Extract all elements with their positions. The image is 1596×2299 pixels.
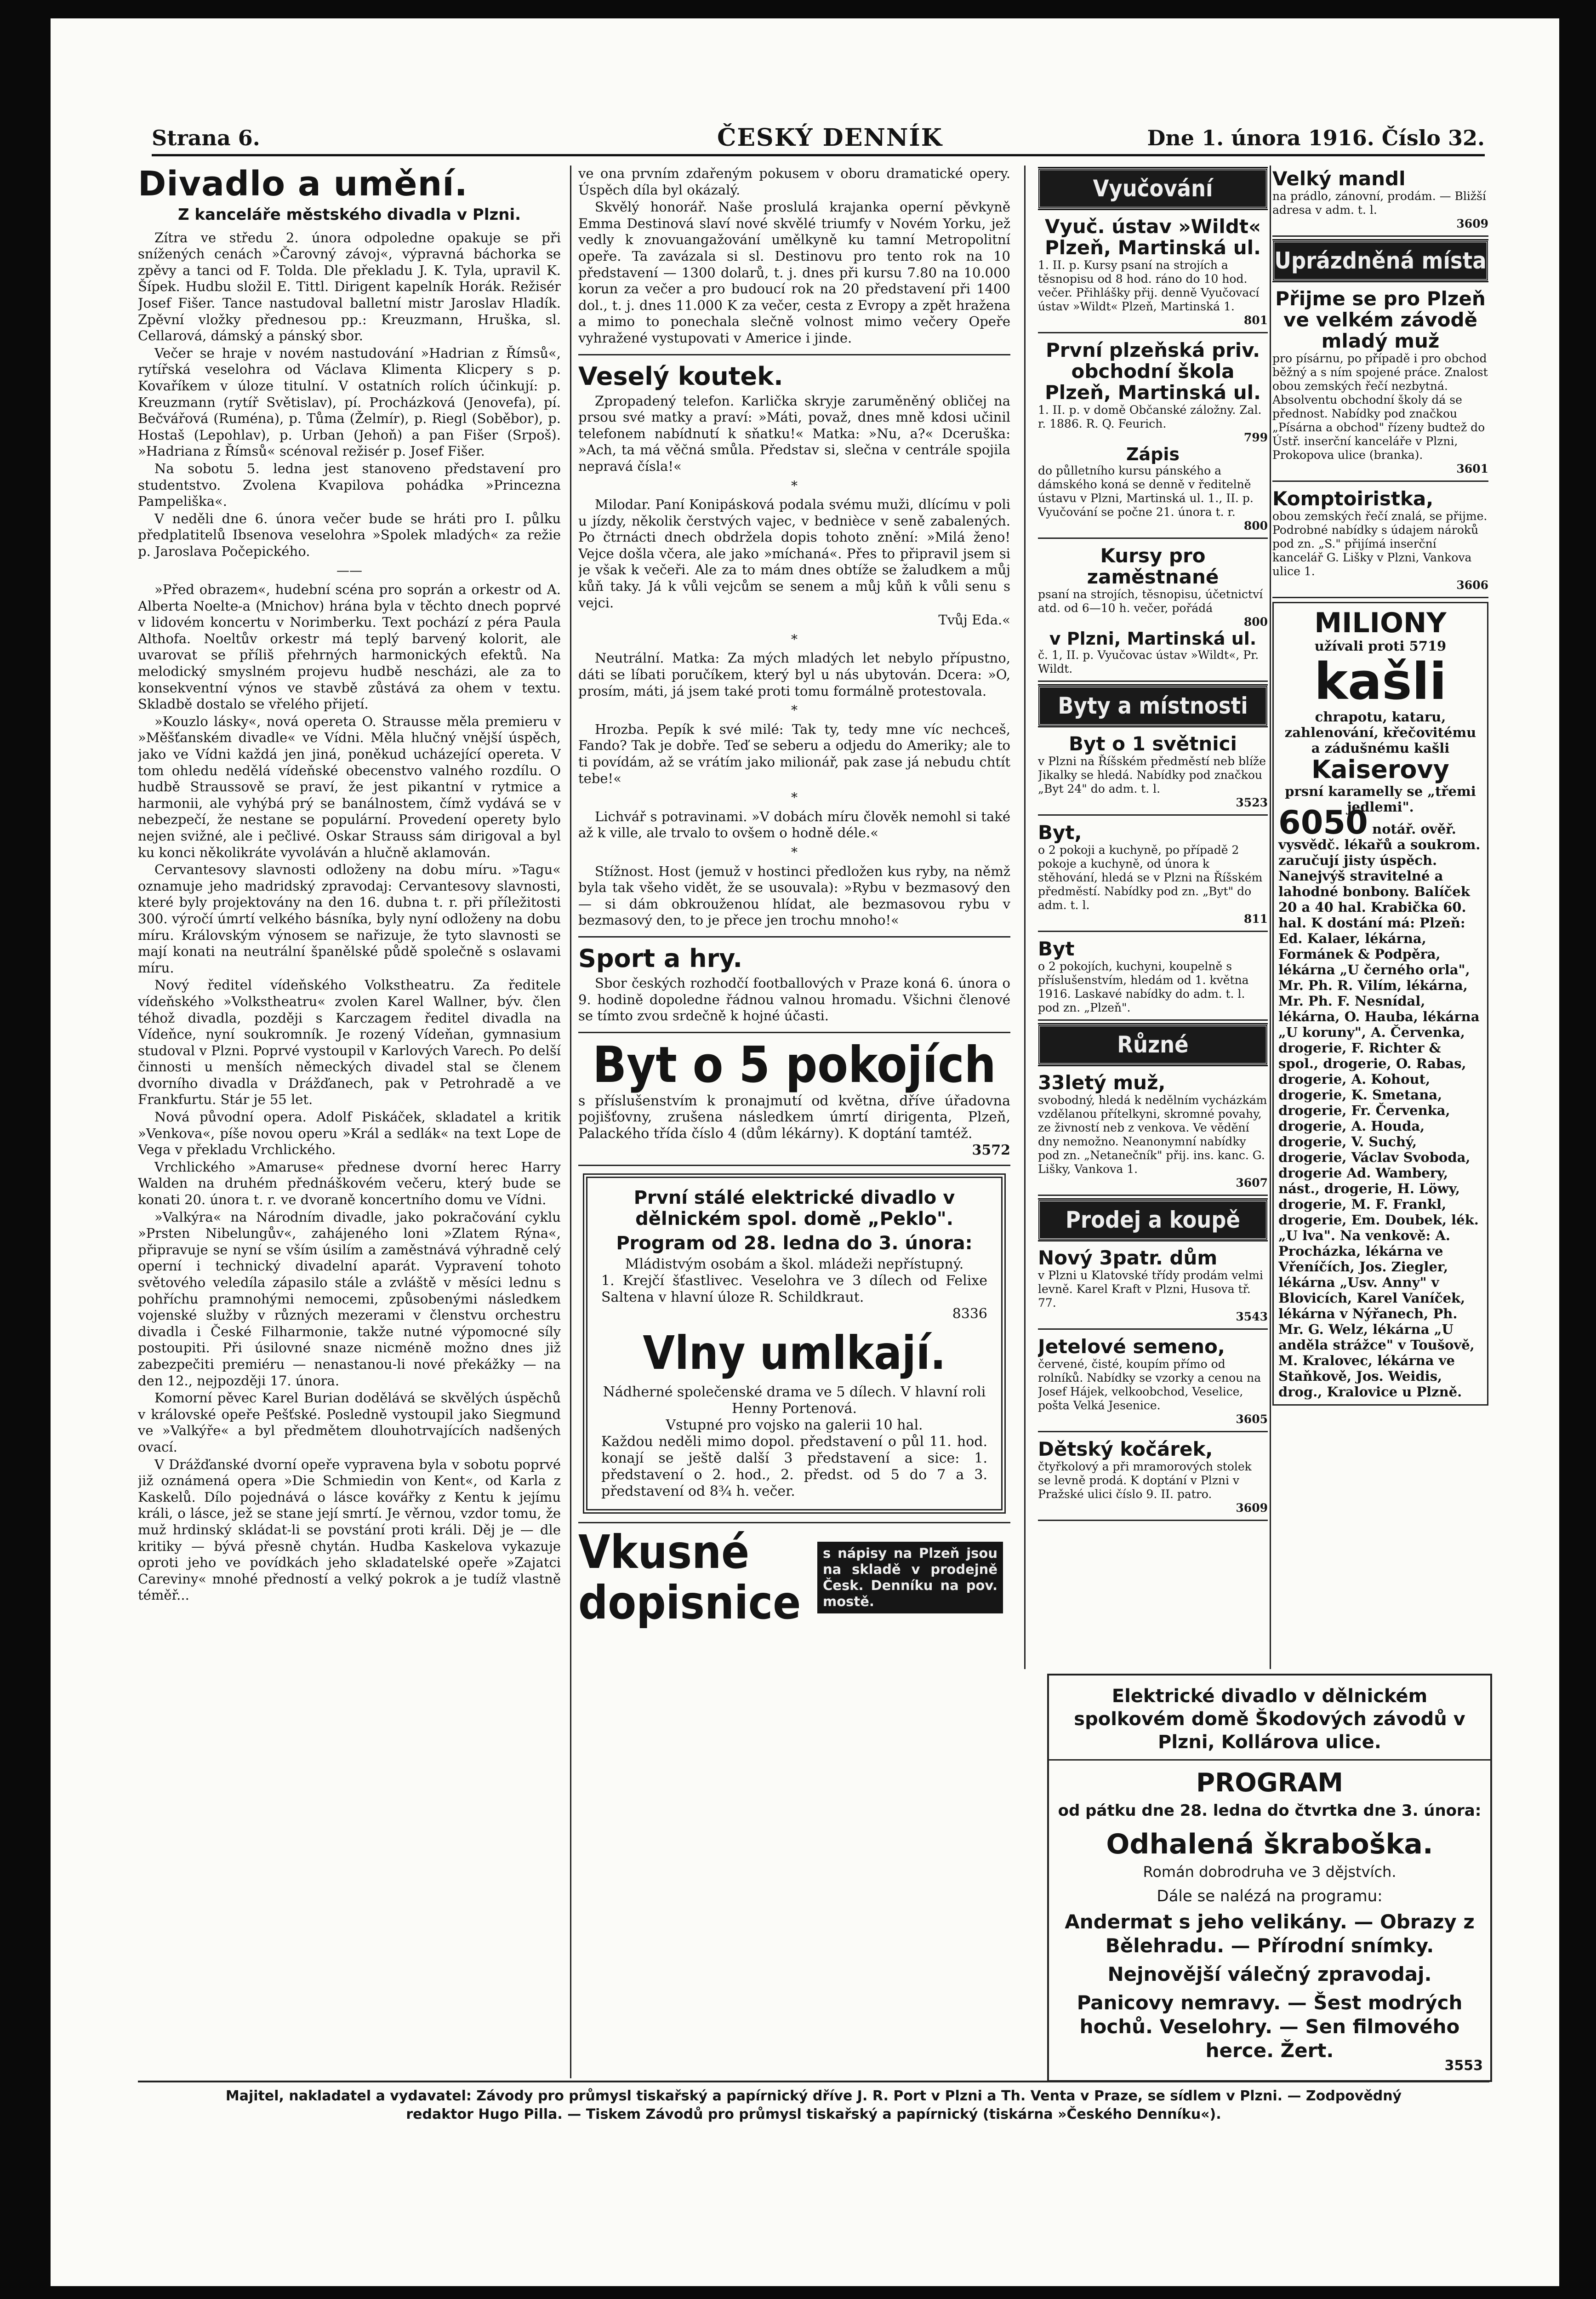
- promo-feature-desc: Román dobrodruha ve 3 dějstvích.: [1143, 1863, 1396, 1881]
- ad-number: 3609: [1456, 217, 1488, 230]
- ad-number: 3607: [1236, 1176, 1268, 1190]
- ad-keyword: kašli: [1314, 652, 1447, 711]
- joke-paragraph: Zpropadený telefon. Karlička skryje zaruměněný obličej na prsou své matky a praví: »Máti, považ, dnes mně kdosi učinil telefonem nabídnutí k sňatku!« Matka: »Nu, a?« Dceruška: »Ach, ta má věčná smůla. Představ si, slečna v centrále spojila nepravá čísla!«: [578, 393, 1010, 474]
- joke-signature: Tvůj Eda.«: [938, 612, 1010, 628]
- article-paragraph: Zítra ve středu 2. února odpoledne opakuje se při snížených cenách »Čarovný závoj«, výpravná báchorka se zpěvy a tanci od F. Tolda. Dle překladu J. K. Tyla, upravil K. Šípek. Hudbu složil E. Tittl. Dirigent kapelník Horák. Režisér Josef Fišer. Tance nastudoval balletní mistr Jaroslav Hladík. Zpěvní vložky přednesou pp.: Kreuzmann, Hruška, sl. Cellarová, dámský a pánský sbor.: [138, 229, 561, 344]
- cinema-schedule: Každou neděli mimo dopol. představení o půl 11. hod. konají se ještě další 3 představení a sice: 1. představení o 2. hod., 2. předst. od 5 do 7 a 3. představení od 8¾ h. večer.: [601, 1434, 987, 1500]
- ad-number: 811: [1243, 912, 1268, 926]
- divider: [578, 936, 1010, 938]
- ad-text: čtyřkolový a při mramorových stolek se levně prodá. K doptání v Plzni v Pražské ulici číslo 9. II. patro.: [1038, 1460, 1252, 1501]
- ad-title: Byt o 5 pokojích: [593, 1036, 996, 1094]
- ad-text: 1. II. p. Kursy psaní na strojích a těsnopisu od 8 hod. ráno do 10 hod. večer. Přihlášky přij. denně Vyučovací ústav »Wildt« Plzeň, Martinská 1.: [1038, 258, 1260, 313]
- ad-text: chrapotu, kataru, zahlenování, křečovitému a zádušnému kašli: [1284, 709, 1476, 756]
- article-paragraph: »Kouzlo lásky«, nová opereta O. Strausse měla premieru v »Měšťanském divadle« ve Vídni. Měla hlučný vnější úspěch, jako ve Vídni každá jen jiná, poněkud ucházející opereta. V tom ohledu nedělá vídeňské obecenstvo valného rozdílu. O hudbě Straussově se praví, že jest pikantní v rytmice a harmonii, ale vyhýbá prý se banálnostem, čímž vydává se v nebezpečí, že nestane se populární. Provedení operety bylo nejen svižné, ale i pečlivé. Oskar Strauss sám dirigoval a byl ku konci několikráte vyvoláván a hlučně aklamován.: [138, 713, 561, 860]
- article-paragraph: Vrchlického »Amaruse« přednese dvorní herec Harry Walden na druhém přednáškovém večeru, který bude se konati 20. února t. r. ve dvoraně koncertního domu ve Vídni.: [138, 1159, 561, 1208]
- postcards-text: s nápisy na Plzeň jsou na skladě v prodejně Česk. Denníku na pov. mostě.: [817, 1542, 1003, 1613]
- ad-number: 3605: [1236, 1413, 1268, 1426]
- ad-title: První plzeňská priv. obchodní škola Plzeň, Martinská ul.: [1045, 339, 1261, 404]
- postcards-ad: [578, 1522, 1010, 1628]
- imprint-line: Majitel, nakladatel a vydavatel: Závody pro průmysl tiskařský a papírnický dříve J. R. Port v Plzni a Th. Venta v Praze, se sídlem v Plzni. — Zodpovědný: [225, 2088, 1402, 2104]
- ad-title: Komptoiristka,: [1272, 487, 1434, 510]
- classified-ad: [1272, 286, 1488, 482]
- star-divider: *: [791, 631, 798, 647]
- ad-number: 8336: [952, 1306, 987, 1322]
- article-paragraph: V neděli dne 6. února večer bude se hráti pro I. půlku předplatitelů Ibsenova veselohra »Spolek mladých« za režie p. Jaroslava Počepického.: [138, 510, 561, 559]
- classified-ad: [1038, 213, 1268, 333]
- ad-title: Byt o 1 světnici: [1069, 732, 1237, 755]
- section-heading: Sport a hry.: [578, 944, 742, 973]
- ad-number: 3553: [1444, 2058, 1483, 2074]
- article-paragraph: Sbor českých rozhodčí footballových v Praze koná 6. února o 9. hodině dopoledne řádnou valnou hromadu. Všichni členové se tímto zvou srdečně k hojné účasti.: [578, 975, 1010, 1024]
- ad-title: Nový 3patr. dům: [1038, 1247, 1218, 1269]
- column-theatre: [138, 166, 561, 2078]
- promo-title: Elektrické divadlo v dělnickém spolkovém domě Škodových závodů v Plzni, Kollárova ulice.: [1049, 1676, 1490, 1761]
- article-paragraph: »Před obrazem«, hudební scéna pro soprán a orkestr od A. Alberta Noelte-a (Mnichov) hrána byla v těchto dnech poprvé v lidovém koncertu v Norimberku. Text pochází z péra Paula Althofa. Noeltův orkestr má teplý barvený kolorit, ale uvarovat se příliš přehrných harmonických efektů. Na melodický smyslném projevu hudbě nescházi, ale za to konsekventní výnos ve stavbě zůstává za ohem v textu. Skladbě dostalo se vřelého přijetí.: [138, 582, 561, 712]
- classified-ad: [1038, 543, 1268, 682]
- classified-ad: [1272, 486, 1488, 598]
- ad-title: Velký mandl: [1272, 167, 1406, 190]
- joke-paragraph: Stížnost. Host (jemuž v hostinci předložen kus ryby, na němž byla tak všeho vidět, že se usouvala): »Rybu v bezmasový den — si dám obkrouženou hlídat, ale bezmasovou rybu v bezmasový den, to je přece jen trochu mnoho!«: [578, 863, 1010, 928]
- promo-item: Andermat s jeho velikány. — Obrazy z Bělehradu. — Přírodní snímky.: [1065, 1910, 1475, 1957]
- ad-number: 799: [1243, 431, 1268, 444]
- ad-text: v Plzni na Říšském předměstí neb blíže Jikalky se hledá. Nabídky pod značkou „Byt 24" do adm. t. l.: [1038, 755, 1266, 795]
- apartment-ad: [578, 1032, 1010, 1166]
- ad-text: notář. ověř. vysvědč. lékařů a soukrom. zaručují jisty úspěch. Nanejvýš stravitelné a lahodné bonbony. Balíček 20 a 40 hal. Krabička 60. hal. K dostání má: Plzeň: Ed. Kalaer, lékárna, Formánek & Podpěra, lékárna „U černého orla", Mr. Ph. R. Vilím, lékárna, Mr. Ph. F. Nesnídal, lékárna, O. Hauba, lékárna „U koruny", A. Červenka, drogerie, F. Richter & spol., drogerie, O. Rabas, drogerie, A. Kohout, drogerie, K. Smetana, drogerie, Fr. Červenka, drogerie, A. Houda, drogerie, V. Suchý, drogerie, Václav Svoboda, drogerie Ad. Wambery, nást., drogerie, H. Löwy, drogerie, M. F. Frankl, drogerie, Em. Doubek, lék. „U lva". Na venkově: A. Procházka, lékárna ve Vřeníčích, Jos. Ziegler, lékárna „Usv. Anny" v Blovicích, Karel Vaníček, lékárna v Nýřanech, Ph. Mr. G. Welz, lékárna „U anděla strážce" v Toušově, M. Kralovec, lékárna ve Staňkově, Jos. Weidis, drog., Kralovice u Plzně.: [1278, 821, 1481, 1400]
- ad-title: Byt: [1038, 938, 1075, 960]
- article-paragraph: Nová původní opera. Adolf Piskáček, skladatel a kritik »Venkova«, píše novou operu »Král a sedlák« na text Lope de Vega v překladu Vrchlického.: [138, 1109, 561, 1158]
- promo-item: Nejnovější válečný zpravodaj.: [1107, 1963, 1432, 1985]
- article-paragraph: Večer se hraje v novém nastudování »Hadrian z Římsů«, rytířská veselohra od Václava Klimenta Klicpery s p. Kovaříkem v úloze titulní. V ostatních rolích účinkují: p. Kreuzmann (rytíř Světislav), pí. Procházková (Jenovefa), pí. Bečvářová (Ruména), p. Tůma (Želmír), p. Riegl (Soběbor), p. Hostaš (Lepohlav), p. Urban (Jehoň) a pan Fišer (Srpoš). »Hadriana z Římsů« scénoval režisér p. Josef Fišer.: [138, 345, 561, 459]
- ad-text: o 2 pokojích, kuchyni, koupelně s příslušenstvím, hledám od 1. května 1916. Laskavé nabídky do adm. t. l. pod zn. „Plzeň".: [1038, 960, 1249, 1014]
- section-subheading: Z kanceláře městského divadla v Plzni.: [177, 206, 521, 224]
- imprint-footer: [138, 2081, 1489, 2124]
- cinema-film-1: 1. Krejčí šťastlivec. Veselohra ve 3 dílech od Felixe Saltena v hlavní úloze R. Schildkraut.: [601, 1273, 987, 1306]
- cinema-feature: Vlny umlkají.: [643, 1326, 946, 1380]
- ad-number: 801: [1243, 314, 1268, 327]
- ad-text: obou zemských řečí znalá, se přijme. Podrobné nabídky s údajem nároků pod zn. „S." přijímá inserční kancelář G. Lišky v Plzni, Vankova ulice 1.: [1272, 509, 1488, 578]
- classified-ad: [1038, 1245, 1268, 1330]
- page-number: Strana 6.: [152, 126, 260, 150]
- classified-ad: [1038, 1436, 1268, 1521]
- classified-ad: [1038, 1333, 1268, 1432]
- cinema-program: Program od 28. ledna do 3. února:: [616, 1233, 973, 1254]
- scan-border-left: [0, 0, 51, 2299]
- ad-number: 3606: [1456, 578, 1488, 592]
- ad-count: 6050: [1278, 804, 1368, 841]
- section-heading: Divadlo a umění.: [138, 166, 468, 204]
- promo-program: PROGRAM: [1196, 1768, 1343, 1798]
- ad-text: psaní na strojích, těsnopisu, účetnictví atd. od 6—10 h. večer, pořádá: [1038, 588, 1263, 615]
- ad-number: 3543: [1236, 1310, 1268, 1323]
- ad-text: 1. II. p. v domě Občanské záložny. Zal. r. 1886. R. Q. Feurich.: [1038, 403, 1262, 430]
- cough-drops-ad: [1272, 602, 1488, 1406]
- ad-text: na prádlo, zánovní, prodám. — Bližší adresa v adm. t. l.: [1272, 189, 1486, 217]
- ad-text: do půlletního kursu pánského a dámského koná se denně v ředitelně ústavu v Plzni, Martinská ul. 1., II. p. Vyučování se počne 21. února t. r.: [1038, 464, 1254, 519]
- scan-border-bottom: [0, 2286, 1596, 2299]
- section-banner: Prodej a koupě: [1038, 1200, 1268, 1240]
- joke-paragraph: Milodar. Paní Konipásková podala svému muži, dlícímu v poli u jízdy, několik čerstvých vajec, v bednièce v seně zabalených. Po čtrnácti dnech obdržela dopis tohoto znění: »Milá ženo! Vejce došla včera, ale jako »míchaná«. Přes to připravil jsem si je však k večeři. Ale za to mám dnes obtíže se žaludkem a můj kůň taky. Já k vůli vejcům se senem a můj kůň k vůli senu s vejci.: [578, 497, 1010, 611]
- article-paragraph: »Valkýra« na Národním divadle, jako pokračování cyklu »Prsten Nibelungův«, zahájeného loni »Zlatem Rýna«, připravuje se nyní se vším úsilím a zaměstnává výhradně celý operní i technický divadelní aparát. Vypravení tohoto světového veledíla zápasilo stále a zvláště v měsíci lednu s pohříchu pramnohými nemocemi, způsobenými následkem vojenské služby v různých mezerami v členstvu orchestru divadla i České Filharmonie, takže nutné výpomocné síly postoupiti. Při úsilovné snaze nicméně možno dnes již zabezpečiti premiéru — nenastanou-li nové překážky — na den 12., nejpozději 17. února.: [138, 1209, 561, 1389]
- ad-title: Vyuč. ústav »Wildt« Plzeň, Martinská ul.: [1044, 215, 1261, 259]
- joke-paragraph: Hrozba. Pepík k své milé: Tak ty, tedy mne víc nechceš, Fando? Tak je dobře. Teď se seberu a odjedu do Ameriky; ale to ti povídám, až se vrátím jako milionář, pak zase já nebudu chtít tebe!«: [578, 721, 1010, 786]
- postcards-title: Vkusné dopisnice: [578, 1525, 801, 1630]
- ad-title: v Plzni, Martinská ul.: [1049, 629, 1257, 649]
- ad-number: 800: [1243, 519, 1268, 532]
- divider: [578, 354, 1010, 355]
- column-rule: [1270, 166, 1271, 1669]
- ad-title: Dětský kočárek,: [1038, 1438, 1213, 1460]
- ad-title: Zápis: [1126, 444, 1180, 464]
- article-paragraph: Na sobotu 5. ledna jest stanoveno představení pro studentstvo. Zvolena Kvapilova pohádka »Princezna Pampeliška«.: [138, 460, 561, 509]
- classified-ad: [1038, 731, 1268, 816]
- classified-ad: [1038, 1069, 1268, 1196]
- ad-text: v Plzni u Klatovské třídy prodám velmi levně. Karel Kraft v Plzni, Husova tř. 77.: [1038, 1269, 1263, 1310]
- promo-feature: Odhalená škraboška.: [1106, 1828, 1433, 1860]
- section-banner: Byty a místnosti: [1038, 686, 1268, 726]
- cinema-ad: [583, 1173, 1006, 1514]
- ad-number: 3601: [1456, 462, 1488, 475]
- article-paragraph: ve ona prvním zdařeným pokusem v oboru dramatické opery. Úspěch díla byl okázalý.: [578, 166, 1010, 198]
- joke-paragraph: Lichvář s potravinami. »V dobách míru člověk nemohl si také až k ville, ale trvalo to ovšem o hodně déle.«: [578, 808, 1010, 841]
- column-humor: [578, 166, 1010, 2083]
- ad-number: 3523: [1236, 796, 1268, 809]
- newspaper-title: ČESKÝ DENNÍK: [717, 124, 943, 152]
- article-paragraph: Komorní pěvec Karel Burian dodělává se skvělých úspěchů v královské opeře Pešťské. Posledně vystoupil jako Siegmund ve »Valkýře« a byl předmětem dlouhotrvajících nadšených ovací.: [138, 1390, 561, 1455]
- column-rule: [570, 166, 571, 2078]
- article-paragraph: V Drážďanské dvorní opeře vypravena byla v sobotu poprvé již oznámená opera »Die Schmiedin von Kent«, od Karla z Kaskelů. Dílo pojednává o lásce kovářky z Kentu k jejímu králi, o lásce, jež se stane její smrtí. Je věrnou, vzdor tomu, že muž hrdinský skládat-li se povstání proti králi. Děj je — dle kritiky — bývá přesně chytán. Hudba Kaskelova vykazuje oproti jeho ve povídkách jeho skladatelské opeře »Zajatci Careviny« mnohé předností a velký pokrok a je tudíž vlastně téměř...: [138, 1456, 561, 1603]
- classified-ad: [1038, 819, 1268, 932]
- article-paragraph: Cervantesovy slavnosti odloženy na dobu míru. »Tagu« oznamuje jeho madridský zpravodaj: Cervantesovy slavnosti, které byly projektovány na den 16. dubna t. r. při příležitosti 300. výročí úmrtí velkého básníka, byly nyní odloženy na dobu míru. Královským výnosem se nařizuje, že tyto slavnosti se mají konati na neutrální španělské půdě společně s oslavami míru.: [138, 862, 561, 976]
- ad-text: č. 1, II. p. Vyučovac ústav »Wildt«, Pr. Wildt.: [1038, 648, 1259, 675]
- cinema-program-ad: [1047, 1674, 1492, 2082]
- ad-title: Byt,: [1038, 821, 1082, 844]
- ad-title: 33letý muž,: [1038, 1071, 1166, 1094]
- ad-text: svobodný, hledá k nedělním vycházkám vzdělanou přítelkyni, skromné povahy, ze živností neb z venkova. Ve vědění dny nemožno. Neanonymní nabídky pod zn. „Netanečník" přij. ins. kanc. G. Lišky, Vankova 1.: [1038, 1093, 1267, 1176]
- ad-text: pro písárnu, po případě i pro obchod běžný a s ním spojené práce. Znalost obou zemských řečí nezbytná. Absolventu obchodní školy dá se přednost. Nabídky pod značkou „Písárna a obchod" řízeny budtež do Ústř. inserční kanceláře v Plzni, Prokopova ulice (branka).: [1272, 352, 1488, 462]
- ad-title: Jetelové semeno,: [1038, 1335, 1225, 1358]
- ad-text: prsní karamelly se „třemi jedlemi".: [1285, 783, 1476, 815]
- classified-ad: [1038, 936, 1268, 1021]
- section-banner: Uprázdněná místa: [1272, 240, 1488, 281]
- ad-text: s příslušenstvím k pronajmutí od května, dříve úřadovna pojišťovny, zrušena následkem úmrtí dirigenta, Plzeň, Palackého třída číslo 4 (dům lékárny). K doptání tamtéž.: [578, 1092, 1010, 1142]
- ad-number: 3609: [1236, 1501, 1268, 1515]
- article-paragraph: Skvělý honorář. Naše proslulá krajanka operní pěvkyně Emma Destinová slaví nové skvělé triumfy v Novém Yorku, jež vedly k znovuangažování umělkyně ku tamní Metropolitní opeře. Ta zavázala si sl. Destinovu pro tento rok na 10 představení — 1300 dolarů, t. j. dnes při kursu 7.80 na 10.000 korun za večer a pro budoucí rok na 20 představení při 1400 dol., t. j. dnes 11.000 K za večer, cesta z Evropy a zpět hražena a mimo to ponechala slečně volnost mimo večery Opeře vyhražené vystupovati v Americe i jinde.: [578, 199, 1010, 346]
- divider: ——: [336, 563, 362, 578]
- promo-item: Panicovy nemravy. — Šest modrých hochů. Veselohry. — Sen filmového herce. Žert.: [1077, 1991, 1463, 2062]
- ad-brand: Kaiserovy: [1311, 755, 1449, 784]
- ad-title: Přijme se pro Plzeň ve velkém závodě mladý muž: [1275, 287, 1486, 352]
- section-banner: Vyučování: [1038, 168, 1268, 209]
- section-banner: Různé: [1038, 1024, 1268, 1065]
- star-divider: *: [791, 478, 798, 493]
- ad-number: 3572: [972, 1142, 1010, 1158]
- ad-headline: MILIONY: [1314, 607, 1447, 639]
- article-paragraph: Nový ředitel vídeňského Volkstheatru. Za ředitele vídeňského »Volkstheatru« zvolen Karel Wallner, býv. člen téhož divadla, později s Karczagem ředitel divadla na Vídeňce, nyní soukromník. Je rozený Vídeňan, gymnasium studoval v Plzni. Poprvé vystoupil v Karlových Varech. Po delší činnosti u menších německých divadel stal se členem dvorního divadla v Drážďanech, pak v Petrohradě a ve Frankfurtu. Stár je 55 let.: [138, 977, 561, 1108]
- imprint-line: redaktor Hugo Pilla. — Tiskem Závodů pro průmysl tiskařský a papírnický (tiskárna »Českého Denníku«).: [406, 2106, 1221, 2122]
- ad-text: červené, čisté, koupím přímo od rolníků. Nabídky se vzorky a cenou na Josef Hájek, velkoobchod, Veselice, pošta Velká Jesenice.: [1038, 1357, 1261, 1412]
- ad-subline: užívali proti 5719: [1314, 638, 1447, 654]
- joke-paragraph: Neutrální. Matka: Za mých mladých let nebylo přípustno, dáti se líbati poručíkem, který byl u nás ubytován. Dcera: »O, prosím, máti, já jsem také proti tomu formálně protestovala.: [578, 650, 1010, 699]
- scan-border-right: [1559, 0, 1596, 2299]
- star-divider: *: [791, 703, 798, 718]
- column-rule: [1024, 166, 1026, 1669]
- cinema-title: První stálé elektrické divadlo v dělnickém spol. domě „Peklo".: [633, 1187, 955, 1230]
- cinema-note: Mládistvým osobám a škol. mládeži nepřístupný.: [625, 1256, 964, 1273]
- scan-border-top: [0, 0, 1596, 18]
- star-divider: *: [791, 844, 798, 860]
- section-heading: Veselý koutek.: [578, 361, 783, 391]
- cinema-price: Vstupné pro vojsko na galerii 10 hal.: [666, 1417, 923, 1434]
- classified-ad: [1272, 166, 1488, 237]
- ad-text: o 2 pokoji a kuchyně, po případě 2 pokoje a kuchyně, od února k stěhování, hledá se v Plzni na Říšském předměstí. Nabídky pod zn. „Byt" do adm. t. l.: [1038, 843, 1263, 912]
- page-header: [152, 122, 1485, 156]
- ad-title: Kursy pro zaměstnané: [1087, 544, 1219, 588]
- issue-date: Dne 1. února 1916. Číslo 32.: [1147, 126, 1485, 150]
- star-divider: *: [791, 790, 798, 806]
- classified-ad: [1038, 337, 1268, 539]
- cinema-feature-desc: Nádherné společenské drama ve 5 dílech. V hlavní roli Henny Portenová.: [603, 1384, 986, 1417]
- promo-text: Dále se nalézá na programu:: [1157, 1887, 1383, 1905]
- ad-number: 800: [1243, 615, 1268, 629]
- promo-dates: od pátku dne 28. ledna do čtvrtka dne 3. února:: [1058, 1801, 1482, 1820]
